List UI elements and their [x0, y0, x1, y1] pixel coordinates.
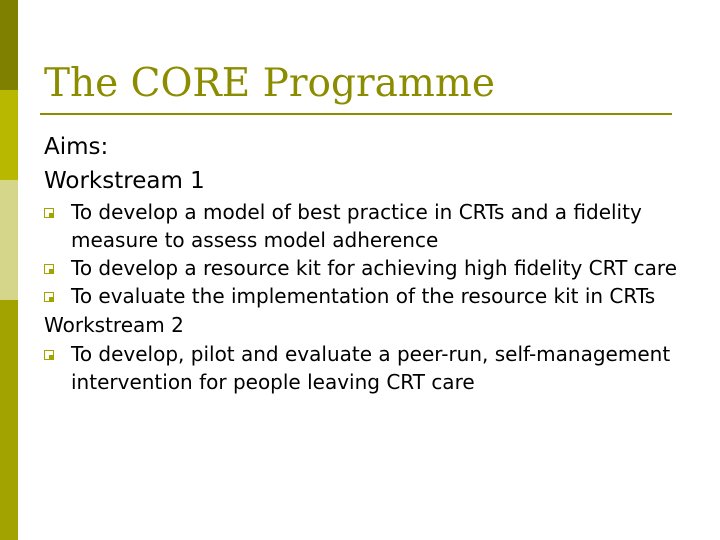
workstream-1-list	[44, 198, 684, 310]
list-item	[44, 282, 680, 310]
bullet-text: To develop a resource kit for achieving high fidelity CRT care	[71, 256, 678, 280]
bullet-text: To develop, pilot and evaluate a peer-run, self-management intervention for people leaving CRT care	[71, 342, 671, 394]
sidebar-segment-4	[0, 300, 18, 540]
slide-content	[44, 130, 684, 396]
list-item	[44, 340, 680, 396]
square-bullet-icon	[44, 292, 54, 302]
list-item	[44, 198, 680, 254]
workstream-2-heading: Workstream 2	[44, 313, 184, 337]
aims-heading: Aims:	[44, 134, 109, 160]
workstream-1-heading: Workstream 1	[44, 168, 205, 194]
square-bullet-icon	[44, 264, 54, 274]
sidebar-segment-1	[0, 0, 18, 90]
square-bullet-icon	[44, 350, 54, 360]
workstream-2-list	[44, 340, 684, 396]
list-item	[44, 254, 680, 282]
slide-title: The CORE Programme	[44, 61, 495, 106]
sidebar-segment-2	[0, 90, 18, 180]
bullet-text: To evaluate the implementation of the resource kit in CRTs	[71, 284, 656, 308]
square-bullet-icon	[44, 208, 54, 218]
sidebar-segment-3	[0, 180, 18, 300]
bullet-text: To develop a model of best practice in CRTs and a fidelity measure to assess model adherence	[71, 200, 642, 252]
sidebar-stripe	[0, 0, 18, 540]
title-underline	[40, 113, 672, 115]
